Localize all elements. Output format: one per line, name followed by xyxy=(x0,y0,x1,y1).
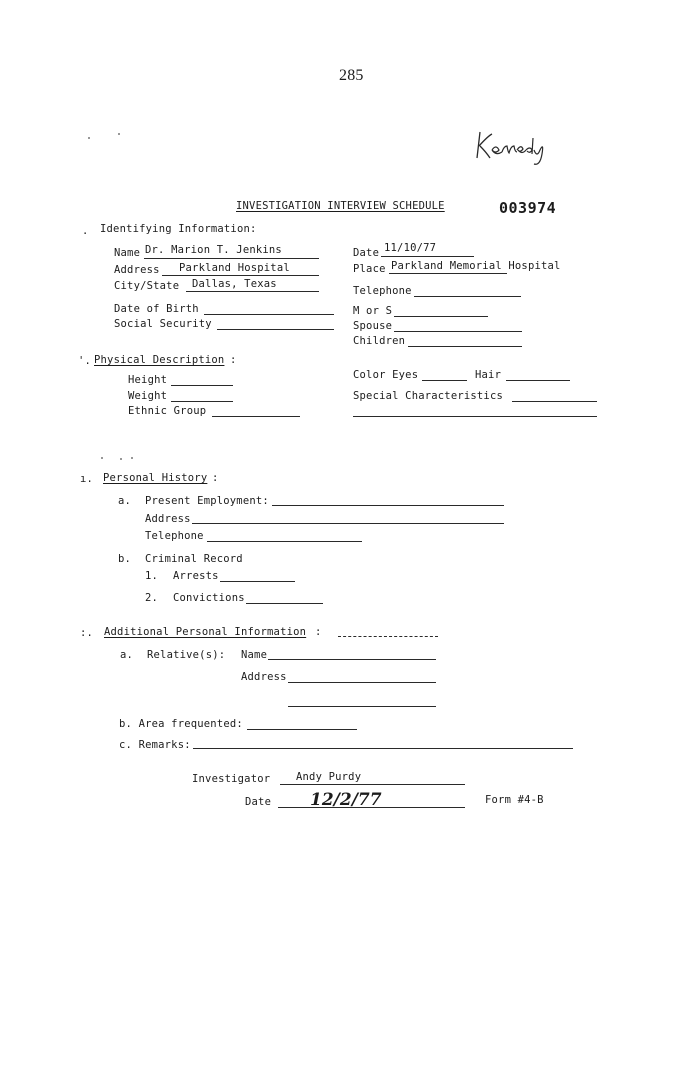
relative-name-field[interactable] xyxy=(268,659,436,660)
date-value[interactable]: 11/10/77 xyxy=(384,242,437,254)
special-characteristics-line-2[interactable] xyxy=(353,416,597,417)
item-marker: 2. xyxy=(145,592,159,604)
convictions-label: Convictions xyxy=(173,592,245,604)
additional-info-colon: : xyxy=(315,626,322,638)
area-frequented-label: b. Area frequented: xyxy=(119,718,243,730)
section-marker: . xyxy=(82,225,89,237)
item-marker: a. xyxy=(120,649,134,661)
address-label: Address xyxy=(114,264,160,276)
page-number: 285 xyxy=(339,67,364,84)
dob-field[interactable] xyxy=(204,314,334,315)
special-characteristics-label: Special Characteristics xyxy=(353,390,503,402)
convictions-field[interactable] xyxy=(246,603,323,604)
speck xyxy=(118,133,120,135)
footer-date-line xyxy=(278,807,465,808)
name-line xyxy=(144,258,319,259)
address-value[interactable]: Parkland Hospital xyxy=(179,262,290,274)
date-label: Date xyxy=(353,247,380,259)
speck xyxy=(120,458,122,460)
city-state-line xyxy=(186,291,319,292)
place-value[interactable]: Parkland Memorial Hospital xyxy=(391,260,561,272)
kennedy-handwritten-annotation xyxy=(474,128,556,168)
weight-field[interactable] xyxy=(171,401,233,402)
children-label: Children xyxy=(353,335,406,347)
area-frequented-field[interactable] xyxy=(247,729,357,730)
present-employment-field[interactable] xyxy=(272,505,504,506)
remarks-field[interactable] xyxy=(193,748,573,749)
investigator-value[interactable]: Andy Purdy xyxy=(296,771,362,783)
item-marker: 1. xyxy=(145,570,159,582)
ssn-label: Social Security xyxy=(114,318,212,330)
personal-history-heading: Personal History xyxy=(103,472,208,484)
section-marker: ı. xyxy=(80,473,94,485)
hair-field[interactable] xyxy=(506,380,570,381)
investigator-label: Investigator xyxy=(192,773,271,785)
special-characteristics-field[interactable] xyxy=(512,401,597,402)
relative-address-field[interactable] xyxy=(288,682,436,683)
item-marker: a. xyxy=(118,495,132,507)
relatives-label: Relative(s): xyxy=(147,649,226,661)
footer-date-label: Date xyxy=(245,796,272,808)
place-label: Place xyxy=(353,263,386,275)
spouse-field[interactable] xyxy=(394,331,522,332)
employment-telephone-label: Telephone xyxy=(145,530,204,542)
section-marker: :. xyxy=(80,627,94,639)
form-number: Form #4-B xyxy=(485,794,544,806)
m-or-s-label: M or S xyxy=(353,305,393,317)
city-state-value[interactable]: Dallas, Texas xyxy=(192,278,277,290)
additional-info-heading: Additional Personal Information xyxy=(104,626,307,638)
remarks-label: c. Remarks: xyxy=(119,739,191,751)
name-label: Name xyxy=(114,247,141,259)
personal-history-colon: : xyxy=(212,472,219,484)
speck xyxy=(101,457,103,459)
criminal-record-label: Criminal Record xyxy=(145,553,243,565)
employment-address-label: Address xyxy=(145,513,191,525)
serial-number: 003974 xyxy=(499,199,557,217)
height-label: Height xyxy=(128,374,168,386)
ethnic-group-field[interactable] xyxy=(212,416,300,417)
present-employment-label: Present Employment: xyxy=(145,495,269,507)
weight-label: Weight xyxy=(128,390,168,402)
additional-info-field[interactable] xyxy=(338,636,438,637)
city-state-label: City/State xyxy=(114,280,180,292)
color-eyes-label: Color Eyes xyxy=(353,369,419,381)
employment-telephone-field[interactable] xyxy=(207,541,362,542)
hair-label: Hair xyxy=(475,369,502,381)
footer-date-value[interactable]: 12/2/77 xyxy=(310,790,382,810)
arrests-label: Arrests xyxy=(173,570,219,582)
arrests-field[interactable] xyxy=(220,581,295,582)
ssn-field[interactable] xyxy=(217,329,334,330)
physical-heading-colon: : xyxy=(230,354,237,366)
section-marker: '. xyxy=(78,355,92,367)
m-or-s-field[interactable] xyxy=(394,316,488,317)
children-field[interactable] xyxy=(408,346,522,347)
relative-name-label: Name xyxy=(241,649,268,661)
telephone-field[interactable] xyxy=(414,296,521,297)
form-title: INVESTIGATION INTERVIEW SCHEDULE xyxy=(236,200,445,212)
date-line xyxy=(381,256,474,257)
investigator-line xyxy=(280,784,465,785)
employment-address-field[interactable] xyxy=(192,523,504,524)
speck xyxy=(88,137,90,139)
name-value[interactable]: Dr. Marion T. Jenkins xyxy=(145,244,282,256)
ethnic-group-label: Ethnic Group xyxy=(128,405,207,417)
place-line xyxy=(389,273,507,274)
spouse-label: Spouse xyxy=(353,320,393,332)
physical-heading: Physical Description xyxy=(94,354,225,366)
dob-label: Date of Birth xyxy=(114,303,199,315)
address-line xyxy=(162,275,319,276)
item-marker: b. xyxy=(118,553,132,565)
height-field[interactable] xyxy=(171,385,233,386)
color-eyes-field[interactable] xyxy=(422,380,467,381)
identifying-heading: Identifying Information: xyxy=(100,223,257,235)
relative-address-line-2[interactable] xyxy=(288,706,436,707)
speck xyxy=(131,457,133,459)
telephone-label: Telephone xyxy=(353,285,412,297)
relative-address-label: Address xyxy=(241,671,287,683)
